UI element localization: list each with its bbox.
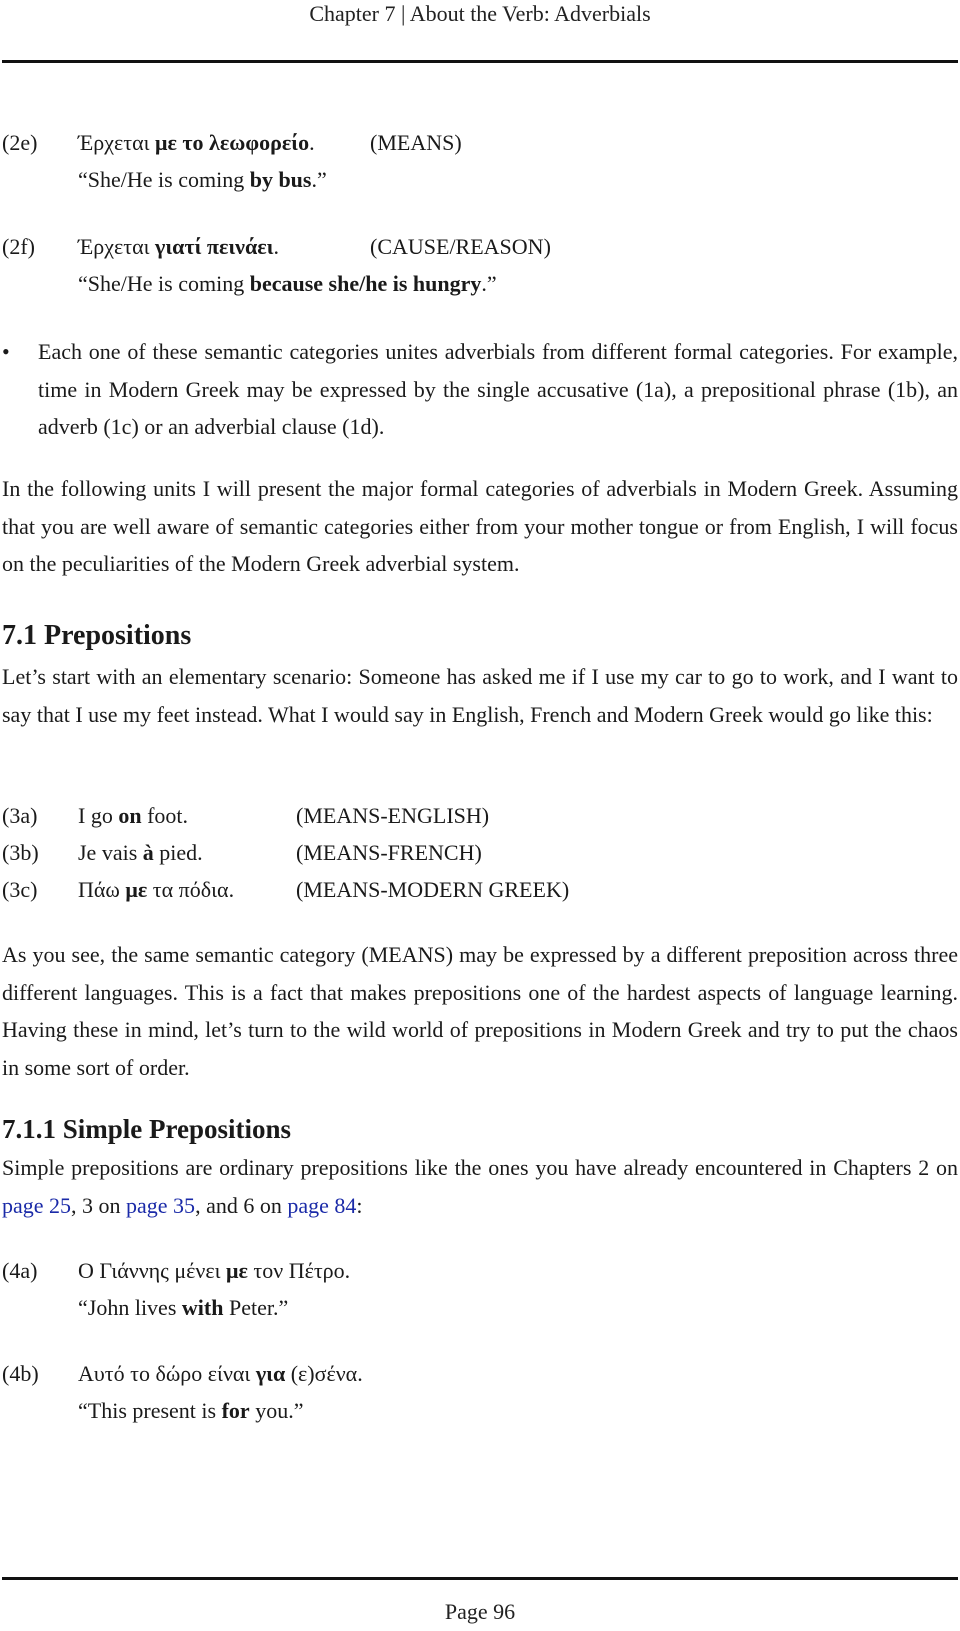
header-rule	[2, 60, 958, 63]
running-header: Chapter 7 | About the Verb: Adverbials	[309, 1, 651, 26]
subsection-heading: 7.1.1 Simple Prepositions	[2, 1114, 292, 1144]
footer-rule	[2, 1577, 958, 1580]
greek-sentence: Αυτό το δώρο είναι για (ε)σένα.	[78, 1361, 363, 1386]
bullet-marker: •	[2, 339, 10, 364]
example-number: (3a)	[2, 803, 38, 828]
semantic-tag: (MEANS-FRENCH)	[296, 840, 482, 865]
greek-sentence: Έρχεται με το λεωφορείο.	[78, 130, 315, 155]
page-link-84[interactable]: page 84	[287, 1192, 357, 1218]
example-number: (4b)	[2, 1361, 39, 1386]
page-number: Page 96	[444, 1599, 516, 1624]
semantic-tag: (MEANS-MODERN GREEK)	[296, 877, 570, 902]
section-intro: Let’s start with an elementary scenario: Someone has asked me if I use my car to go to work, and I want to say that I use my feet instead. What I would say in English, French and Modern Greek would go like this:	[2, 664, 958, 727]
example-sentence: Je vais à pied.	[78, 840, 203, 865]
english-translation: “John lives with Peter.”	[78, 1295, 289, 1320]
example-number: (2e)	[2, 130, 38, 155]
page-link-25[interactable]: page 25	[2, 1192, 72, 1218]
semantic-tag: (CAUSE/REASON)	[370, 234, 551, 259]
example-number: (4a)	[2, 1258, 38, 1283]
greek-sentence: Έρχεται γιατί πεινάει.	[78, 234, 280, 259]
example-number: (2f)	[2, 234, 35, 259]
page-link-35[interactable]: page 35	[126, 1192, 196, 1218]
example-sentence: I go on foot.	[78, 803, 189, 828]
example-number: (3b)	[2, 840, 39, 865]
subsection-intro: Simple prepositions are ordinary prepositions like the ones you have already encountered in Chapters 2 on page 25, 3 on page 35, and 6 on page 84:	[2, 1155, 958, 1218]
greek-sentence: Ο Γιάννης μένει με τον Πέτρο.	[78, 1258, 351, 1283]
bullet-paragraph: Each one of these semantic categories unites adverbials from different formal categories. For example, time in Modern Greek may be expressed by the single accusative (1a), a prepositional phrase (1b), an adverb (1c) or an adverbial clause (1d).	[38, 339, 958, 439]
paragraph-formal-categories: In the following units I will present the major formal categories of adverbials in Modern Greek. Assuming that you are well aware of semantic categories either from your mother tongue or from English, I will focus on the peculiarities of the Modern Greek adverbial system.	[2, 476, 958, 576]
example-sentence: Πάω με τα πόδια.	[78, 877, 235, 902]
example-number: (3c)	[2, 877, 38, 902]
english-translation: “She/He is coming by bus.”	[78, 167, 327, 192]
semantic-tag: (MEANS)	[370, 130, 462, 155]
semantic-tag: (MEANS-ENGLISH)	[296, 803, 490, 828]
english-translation: “This present is for you.”	[78, 1398, 304, 1423]
paragraph-means-languages: As you see, the same semantic category (MEANS) may be expressed by a different preposition across three different languages. This is a fact that makes prepositions one of the hardest aspects of language learning. Having these in mind, let’s turn to the wild world of prepositions in Modern Greek and try to put the chaos in some sort of order.	[2, 942, 958, 1080]
section-heading: 7.1 Prepositions	[2, 620, 192, 651]
english-translation: “She/He is coming because she/he is hungry.”	[78, 271, 497, 296]
